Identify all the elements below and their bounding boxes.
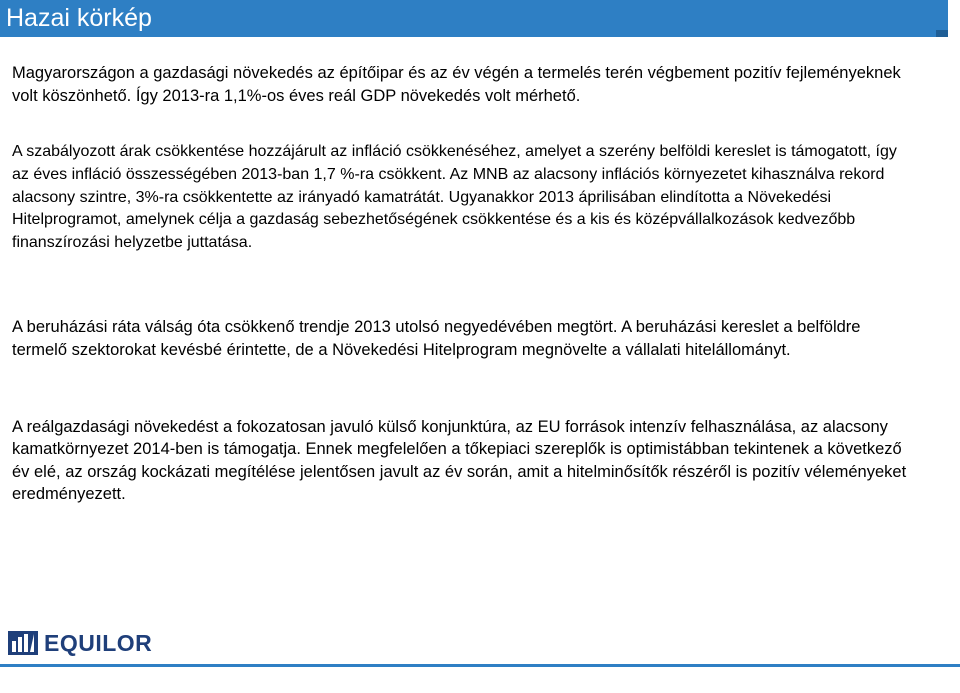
equilor-logo-icon xyxy=(8,631,38,655)
page-title: Hazai körkép xyxy=(6,4,152,32)
header-corner-accent xyxy=(936,30,948,37)
equilor-logo xyxy=(8,629,152,657)
logo-text: EQUILOR xyxy=(44,629,153,656)
footer-rule xyxy=(0,664,960,667)
paragraph-outlook: A reálgazdasági növekedést a fokozatosan javuló külső konjunktúra, az EU források intenzív felhasználása, az alacsony kamatkörnyezet 2014-ben is támogatja. Ennek megfelelően a tőkepiaci szereplők is optimistábban tekintenek a következő év elé, az ország kockázati megítélése jelentősen javult az év során, amit a hitelminősítők részéről is pozitív véleményeket eredményezett. xyxy=(12,418,907,503)
paragraph-inflation: A szabályozott árak csökkentése hozzájárult az infláció csökkenéséhez, amelyet a szerény belföldi kereslet is támogatott, így az éves infláció összességében 2013-ban 1,7 %-ra csökkent. Az MNB az alacsony inflációs környezetet kihasználva rekord alacsony szintre, 3%-ra csökkentette az irányadó kamatrátát. Ugyanakkor 2013 áprilisában elindította a Növekedési Hitelprogramot, amelynek célja a gazdaság sebezhetőségének csökkentése és a kis és középvállalkozások kedvezőbb finanszírozási helyzetbe juttatása. xyxy=(12,143,897,252)
header-bar xyxy=(0,0,948,37)
paragraph-gdp: Magyarországon a gazdasági növekedés az építőipar és az év végén a termelés terén végbement pozitív fejleményeknek volt köszönhető. Így 2013-ra 1,1%-os éves reál GDP növekedés volt mérhető. xyxy=(12,64,901,105)
paragraph-investment: A beruházási ráta válság óta csökkenő trendje 2013 utolsó negyedévében megtört. A beruházási kereslet a belföldre termelő szektorokat kevésbé érintette, de a Növekedési Hitelprogram megnövelte a vállalati hitelállományt. xyxy=(12,318,861,359)
